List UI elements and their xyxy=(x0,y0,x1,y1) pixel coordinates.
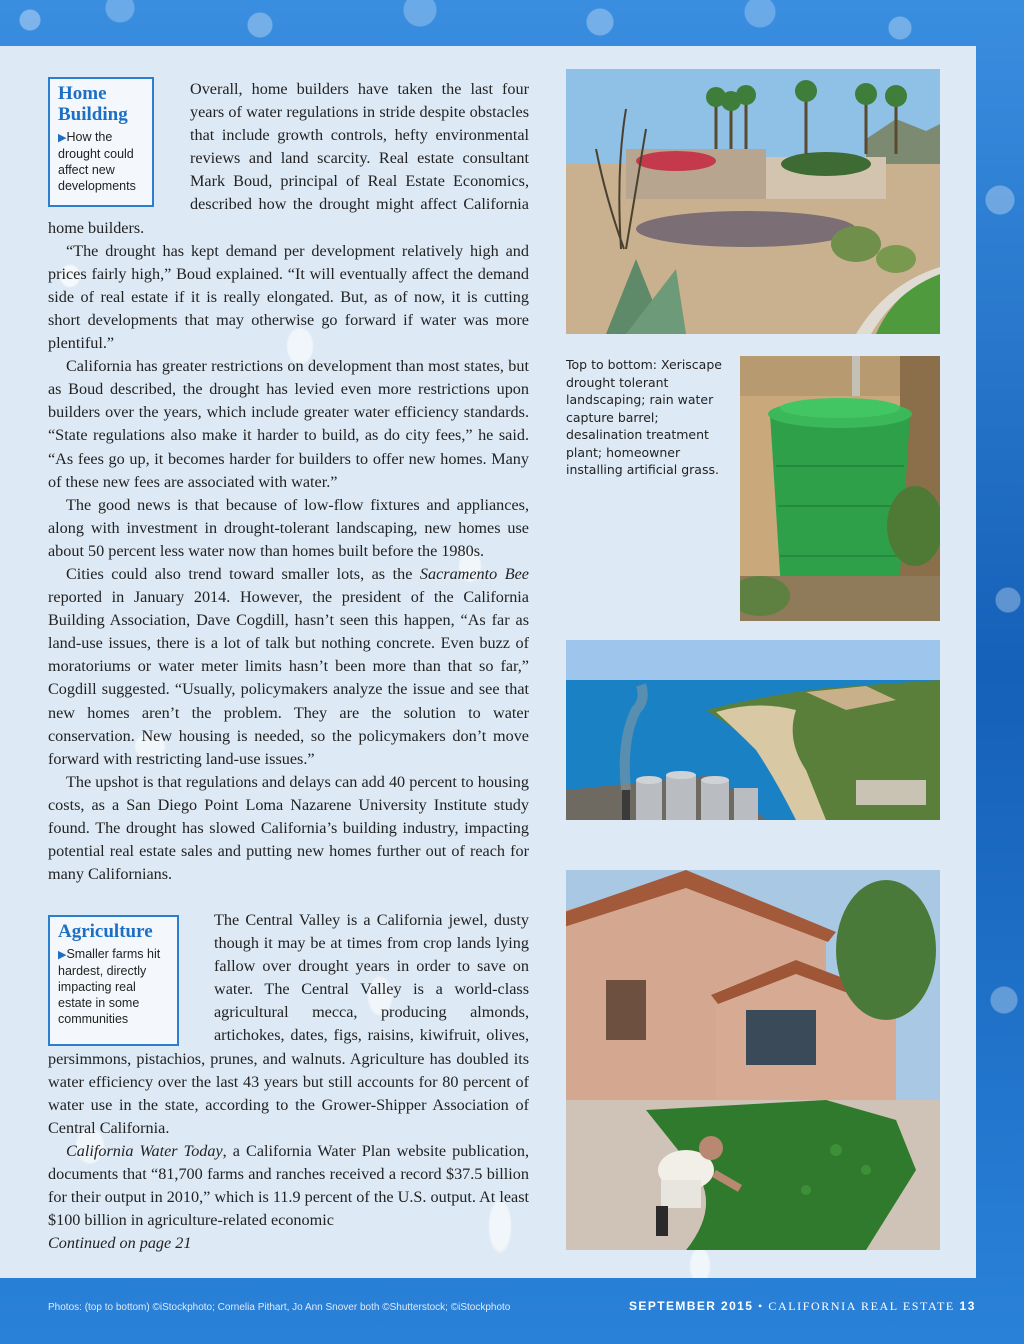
sacbee-before: Cities could also trend toward smaller lots, as the xyxy=(66,564,420,583)
article-paragraph: The Central Valley is a California jewel, dusty though it may be at times from crop lands lying fallow over drought years in order to save on water. The Central Valley is a world-class agricultural mecca, producing almonds, artichokes, dates, figs, raisins, kiwifruit, olives, persimmons, pistachios, prunes, and walnuts. Agriculture has doubled its water efficiency over the last 43 years but still accounts for 80 percent of water use in the state, according to the Grower-Shipper Association of Central California. xyxy=(48,911,529,1137)
home-building-sidebar xyxy=(48,77,154,207)
photo-credit: Photos: (top to bottom) ©iStockphoto; Cornelia Pithart, Jo Ann Snover both ©Shutterstock; ©iStockphoto xyxy=(48,1302,511,1313)
article-paragraph: The upshot is that regulations and delays can add 40 percent to housing costs, as a San Diego Point Loma Nazarene University Institute study found. The drought has slowed California’s building industry, impacting potential real estate sales and putting new homes further out of reach for many Californians. xyxy=(48,772,529,884)
agriculture-sidebar xyxy=(48,915,179,1046)
article-paragraph: Overall, home builders have taken the last four years of water regulations in stride despite obstacles that include growth controls, hefty environmental reviews and land scarcity. Real estate consultant Mark Boud, principal of Real Estate Economics, described how the drought might affect California home builders. xyxy=(48,80,529,237)
sidebar-text: Smaller farms hit hardest, directly impacting real estate in some communities xyxy=(58,947,161,1026)
issue-date: SEPTEMBER 2015 xyxy=(629,1299,754,1313)
desalination-photo xyxy=(566,640,940,820)
footer-bullet: • xyxy=(757,1299,764,1313)
sidebar-title: Agriculture xyxy=(58,921,153,942)
article-paragraph: California has greater restrictions on development than most states, but as Boud described, the drought has levied even more restrictions upon builders over the years, which include greater water efficiency standards. “State regulations also make it harder to build, as do city fees,” he said. “As fees go up, it becomes harder for builders to offer new homes. Many of these new fees are associated with water.” xyxy=(48,357,529,491)
california-water-today-title: California Water Today xyxy=(66,1141,223,1160)
sacramento-bee-title: Sacramento Bee xyxy=(419,564,529,583)
triangle-right-icon: ▶ xyxy=(58,132,67,144)
publication-name: CALIFORNIA REAL ESTATE xyxy=(768,1299,955,1313)
xeriscape-photo xyxy=(566,69,940,334)
rain-barrel-photo xyxy=(740,356,940,621)
artificial-grass-illustration xyxy=(566,870,940,1250)
page-number: 13 xyxy=(959,1299,976,1313)
cwt-after: , a California Water Plan website publication, documents that “81,700 farms and ranches received a record $37.5 billion for their output in 2010,” which is 11.9 percent of the U.S. output. At least $100 billion in agriculture-related economic xyxy=(48,1141,529,1230)
article-paragraph: “The drought has kept demand per development relatively high and prices fairly high,” Boud explained. “It will eventually affect the demand side of real estate if it is really elongated. But, as of now, it is cutting short developments that may otherwise go forward if water was more plentiful.” xyxy=(48,241,529,353)
article-paragraph xyxy=(48,563,529,771)
sidebar-text: How the drought could affect new developments xyxy=(58,130,136,193)
page-footer xyxy=(629,1299,976,1314)
sidebar-title: Home Building xyxy=(58,83,128,125)
continued-note: Continued on page 21 xyxy=(48,1234,192,1253)
photo-caption: Top to bottom: Xeriscape drought tolerant landscaping; rain water capture barrel; desalination treatment plant; homeowner installing artificial grass. xyxy=(566,357,722,477)
article-paragraph: The good news is that because of low-flow fixtures and appliances, along with investment in drought-tolerant landscaping, new homes use about 50 percent less water now than homes built before the 1980s. xyxy=(48,495,529,560)
rain-barrel-illustration xyxy=(740,356,940,621)
sacbee-after: reported in January 2014. However, the president of the California Building Association, Dave Cogdill, hasn’t seen this happen, “As far as land-use issues, there is a lot of talk but nothing concrete. Even buzz of moratoriums or water meter limits hasn’t been more than that so far,” Cogdill suggested. “Usually, policymakers analyze the issue and see that new homes aren’t the problem. They are the solution to water conservation. New housing is needed, so the policymakers don’t move forward with restricting land-use issues.” xyxy=(48,588,529,768)
article-paragraph xyxy=(48,1140,529,1232)
xeriscape-illustration xyxy=(566,69,940,334)
desalination-illustration xyxy=(566,640,940,820)
triangle-right-icon: ▶ xyxy=(58,949,67,961)
artificial-grass-photo xyxy=(566,870,940,1250)
